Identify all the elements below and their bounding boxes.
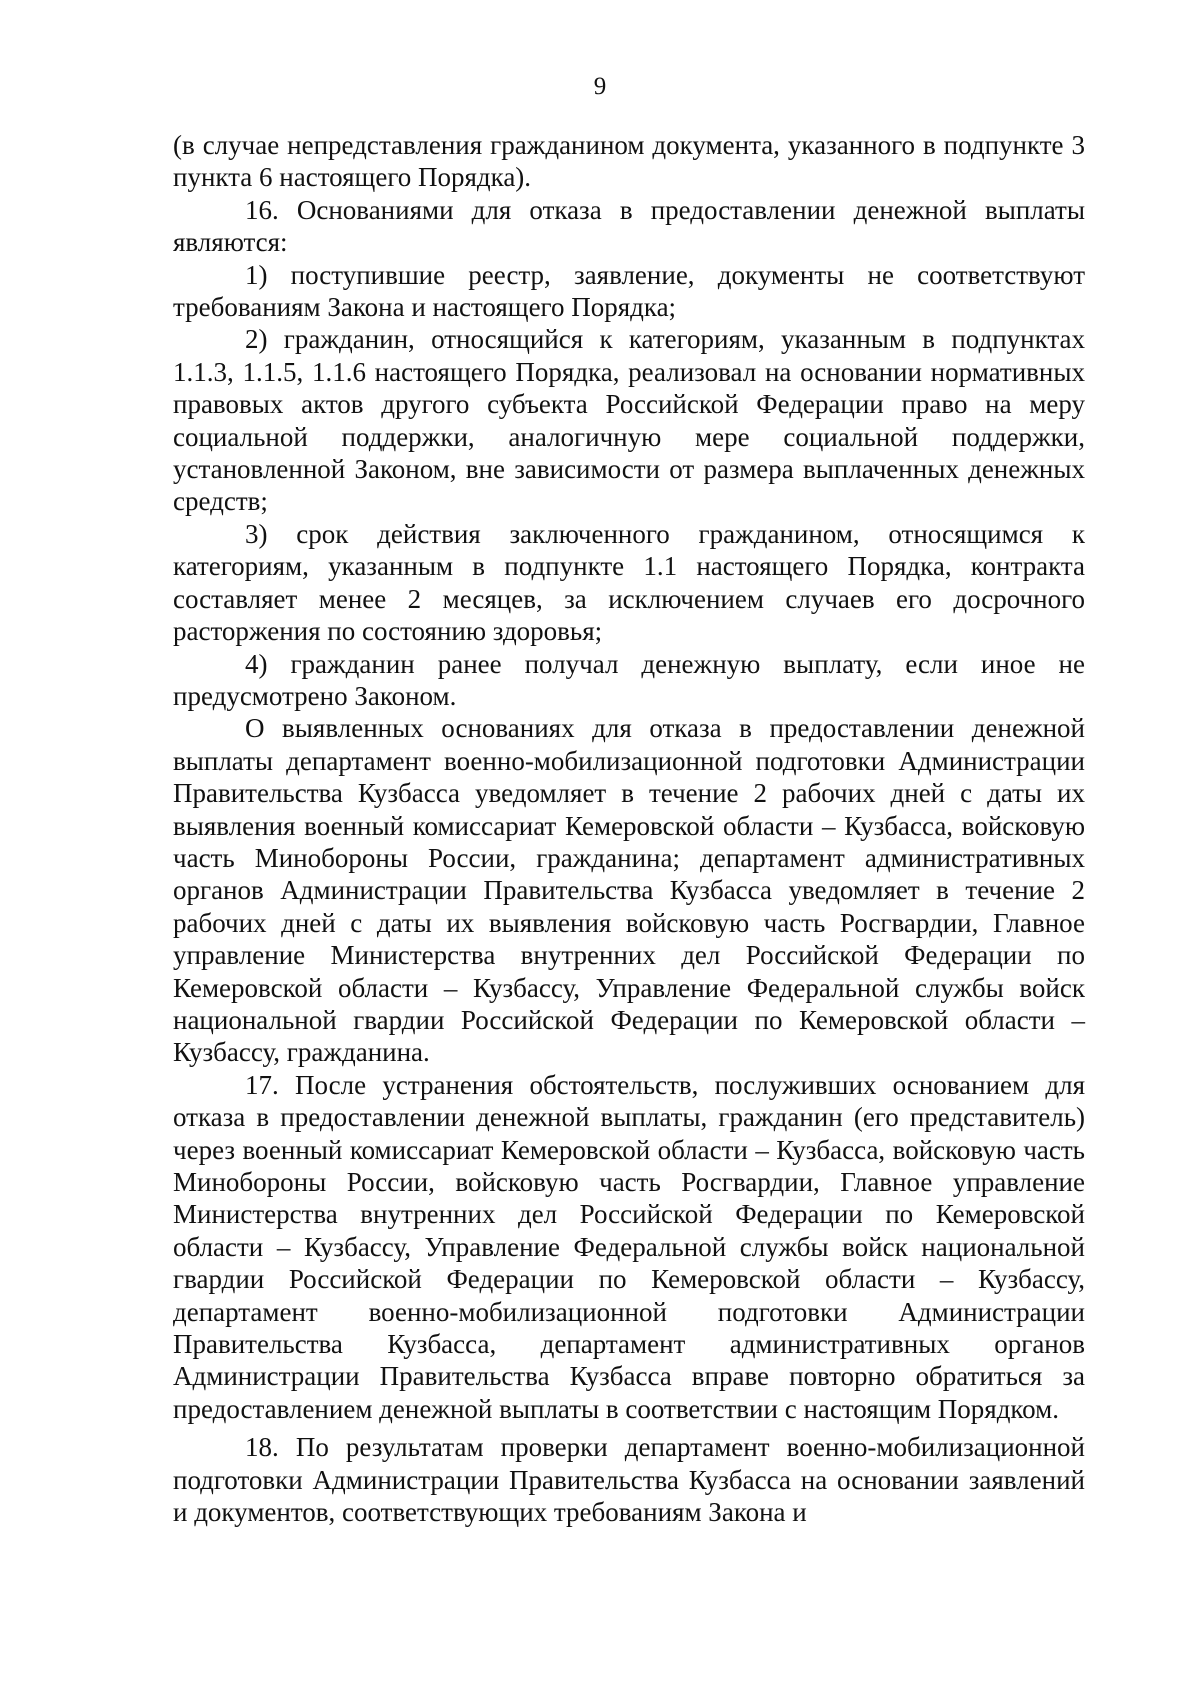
paragraph-subitem-1: 1) поступившие реестр, заявление, документы не соответствуют требованиям Закона и настоящего Порядка; [173,259,1085,323]
paragraph-item-16: 16. Основаниями для отказа в предоставлении денежной выплаты являются: [173,194,1085,258]
paragraph-continuation: (в случае непредставления гражданином документа, указанного в подпункте 3 пункта 6 настоящего Порядка). [173,130,1085,193]
paragraph-item-18: 18. По результатам проверки департамент военно-мобилизационной подготовки Администрации Правительства Кузбасса на основании заявлений и документов, соответствующих требованиям Закона и [173,1432,1085,1528]
paragraph-subitem-3: 3) срок действия заключенного гражданином, относящимся к категориям, указанным в подпункте 1.1 настоящего Порядка, контракта составляет менее 2 месяцев, за исключением случаев его досрочного расторжения по состоянию здоровья; [173,518,1085,647]
paragraph-notification: О выявленных основаниях для отказа в предоставлении денежной выплаты департамент военно-мобилизационной подготовки Администрации Правительства Кузбасса уведомляет в течение 2 рабочих дней с даты их выявления военный комиссариат Кемеровской области – Кузбасса, войсковую часть Минобороны России, гражданина; департамент административных органов Администрации Правительства Кузбасса уведомляет в течение 2 рабочих дней с даты их выявления войсковую часть Росгвардии, Главное управление Министерства внутренних дел Российской Федерации по Кемеровской области – Кузбассу, Управление Федеральной службы войск национальной гвардии Российской Федерации по Кемеровской области – Кузбассу, гражданина. [173,713,1085,1068]
document-body [173,129,1085,1528]
paragraph-subitem-4: 4) гражданин ранее получал денежную выплату, если иное не предусмотрено Законом. [173,648,1085,711]
paragraph-item-17: 17. После устранения обстоятельств, послуживших основанием для отказа в предоставлении денежной выплаты, гражданин (его представитель) через военный комиссариат Кемеровской области – Кузбасса, войсковую часть Минобороны России, войсковую часть Росгвардии, Главное управление Министерства внутренних дел Российской Федерации по Кемеровской области – Кузбассу, Управление Федеральной службы войск национальной гвардии Российской Федерации по Кемеровской области – Кузбассу, департамент военно-мобилизационной подготовки Администрации Правительства Кузбасса, департамент административных органов Администрации Правительства Кузбасса вправе повторно обратиться за предоставлением денежной выплаты в соответствии с настоящим Порядком. [173,1069,1085,1424]
paragraph-subitem-2: 2) гражданин, относящийся к категориям, указанным в подпунктах 1.1.3, 1.1.5, 1.1.6 настоящего Порядка, реализовал на основании нормативных правовых актов другого субъекта Российской Федерации право на меру социальной поддержки, аналогичную мере социальной поддержки, установленной Законом, вне зависимости от размера выплаченных денежных средств; [173,324,1085,517]
page-number: 9 [593,73,607,100]
